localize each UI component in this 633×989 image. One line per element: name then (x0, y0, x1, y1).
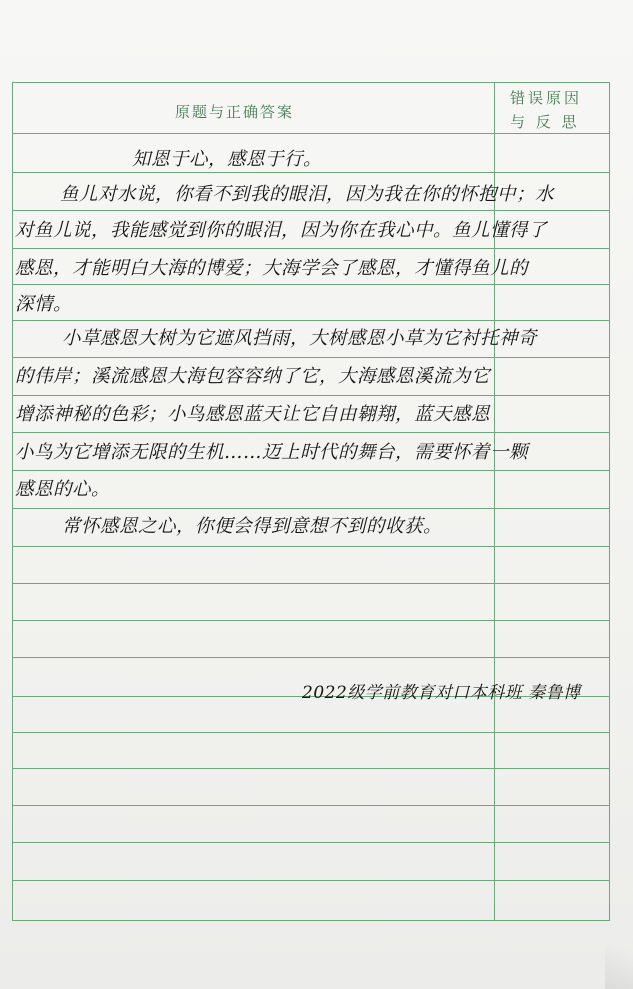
ruled-line (12, 805, 610, 806)
essay-line: 鱼儿对水说，你看不到我的眼泪，因为我在你的怀抱中；水 (60, 184, 555, 205)
ruled-line (12, 880, 610, 881)
essay-line: 对鱼儿说，我能感觉到你的眼泪，因为你在我心中。鱼儿懂得了 (15, 220, 548, 241)
ruled-line (12, 248, 610, 249)
ruled-line (12, 842, 610, 843)
column-header-error-reflection (510, 86, 582, 134)
column-divider-line (494, 82, 495, 920)
essay-line: 常怀感恩之心，你便会得到意想不到的收获。 (62, 516, 443, 537)
page-shadow (605, 919, 633, 989)
essay-line: 增添神秘的色彩；小鸟感恩蓝天让它自由翱翔，蓝天感恩 (15, 404, 491, 425)
page-top-rule (12, 82, 610, 83)
essay-line: 感恩的心。 (15, 479, 111, 500)
ruled-line (12, 470, 610, 471)
side-header-line-2: 与 反 思 (510, 113, 580, 131)
ruled-line (12, 432, 610, 433)
ruled-line (12, 508, 610, 509)
left-margin-line (12, 82, 13, 920)
essay-line: 感恩，才能明白大海的博爱；大海学会了感恩，才懂得鱼儿的 (15, 258, 529, 279)
column-header-original-answer: 原题与正确答案 (175, 103, 295, 121)
essay-line: 深情。 (15, 294, 73, 315)
side-header-line-1: 错误原因 (510, 89, 583, 107)
ruled-line (12, 657, 610, 658)
essay-line: 小鸟为它增添无限的生机……迈上时代的舞台，需要怀着一颗 (15, 442, 529, 463)
ruled-line (12, 768, 610, 769)
ruled-line (12, 583, 610, 584)
ruled-line (12, 172, 610, 173)
ruled-line (12, 320, 610, 321)
page-bottom-rule (12, 920, 610, 921)
right-margin-line (609, 82, 610, 920)
ruled-line (12, 210, 610, 211)
ruled-line (12, 284, 610, 285)
essay-title-line: 知恩于心，感恩于行。 (132, 149, 323, 170)
author-signature: 2022级学前教育对口本科班 秦鲁博 (302, 683, 581, 703)
ruled-line (12, 732, 610, 733)
ruled-line (12, 546, 610, 547)
essay-line: 的伟岸；溪流感恩大海包容容纳了它，大海感恩溪流为它 (15, 366, 491, 387)
ruled-line (12, 395, 610, 396)
ruled-line (12, 620, 610, 621)
ruled-line (12, 357, 610, 358)
essay-line: 小草感恩大树为它遮风挡雨，大树感恩小草为它衬托神奇 (62, 328, 538, 349)
